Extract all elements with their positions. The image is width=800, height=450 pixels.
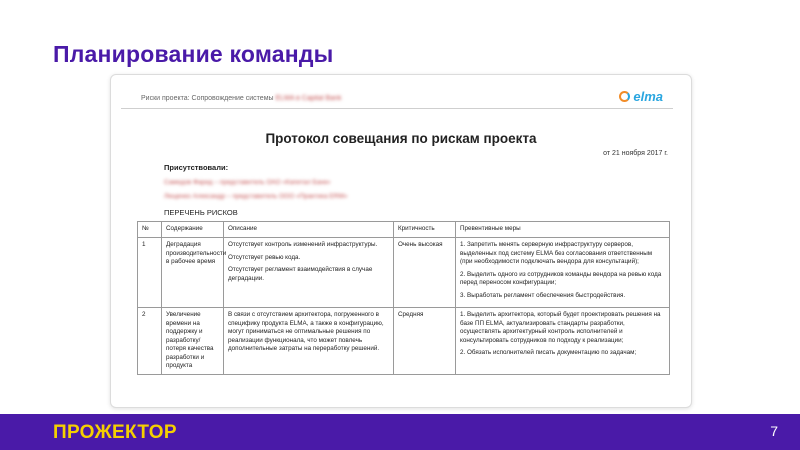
document-title: Протокол совещания по рискам проекта (265, 131, 537, 146)
measure-item: 1. Запретить менять серверную инфраструктуру серверов, выделенных под систему ELMA без согласования ответственным (при необходимости подключать вендора для консультаций); (460, 241, 653, 265)
risk-table (137, 221, 670, 375)
column-header: Содержание (162, 222, 224, 238)
table-row (138, 308, 670, 375)
footer-bar (0, 414, 800, 450)
risk-content: Деградация производительности в рабочее время (162, 238, 224, 308)
table-header-row (138, 222, 670, 238)
attendee-item: Лещенко Александр – представитель ООО «Практика ERM» (164, 193, 348, 200)
measure-item: 2. Выделить одного из сотрудников команды вендора на ревью кода перед переносом конфигурации; (460, 270, 662, 286)
measure-item: 3. Выработать регламент обеспечения быстродействия. (460, 291, 626, 299)
risk-criticality: Очень высокая (394, 238, 456, 308)
document-header (121, 92, 673, 109)
brand-logo: ПРОЖЕКТОР (53, 422, 177, 443)
description-line: Отсутствует контроль изменений инфраструктуры. (228, 241, 378, 248)
risk-description (224, 238, 394, 308)
document-header-text: Риски проекта: Сопровождение системы ELMA в Capital Bank (141, 95, 342, 102)
risk-measures (456, 308, 670, 375)
column-header: № (138, 222, 162, 238)
elma-logo-icon (619, 91, 630, 102)
table-row (138, 238, 670, 308)
page-number: 7 (770, 423, 778, 439)
column-header: Превентивные меры (456, 222, 670, 238)
attendee-item: Самедов Фарид – представитель ОАО «Капитал Банк» (164, 179, 331, 186)
attendees-label: Присутствовали: (164, 163, 229, 172)
elma-logo-text: elma (633, 89, 663, 104)
column-header: Описание (224, 222, 394, 238)
column-header: Критичность (394, 222, 456, 238)
measure-item: 1. Выделить архитектора, который будет проектировать решения на базе ПП ELMA, актуализировать стандарты разработки, осуществлять архитектурный контроль исполнителей и консультировать сотрудников по подходу к реализации; (460, 311, 661, 344)
description-line: Отсутствует ревью кода. (228, 253, 301, 261)
risk-criticality: Средняя (394, 308, 456, 375)
description-line: В связи с отсутствием архитектора, погруженного в специфику продукта ELMA, а также в конфигурацию, могут приниматься не оптимальные решения по реализации функционала, что может повлечь дополнительные затраты на переработку решений. (228, 311, 384, 352)
blurred-project-name: ELMA в Capital Bank (275, 95, 342, 102)
document-image (110, 74, 692, 408)
slide-title: Планирование команды (53, 41, 334, 67)
risk-content: Увеличение времени на поддержку и разработку/потеря качества разработки и продукта (162, 308, 224, 375)
risk-number: 1 (138, 238, 162, 308)
elma-logo (619, 89, 663, 104)
risk-measures (456, 238, 670, 308)
risk-number: 2 (138, 308, 162, 375)
risk-list-title: ПЕРЕЧЕНЬ РИСКОВ (164, 208, 238, 217)
description-line: Отсутствует регламент взаимодействия в случае деградации. (228, 266, 373, 282)
document-date: от 21 ноября 2017 г. (603, 150, 668, 157)
risk-description (224, 308, 394, 375)
measure-item: 2. Обязать исполнителей писать документацию по задачам; (460, 349, 637, 356)
